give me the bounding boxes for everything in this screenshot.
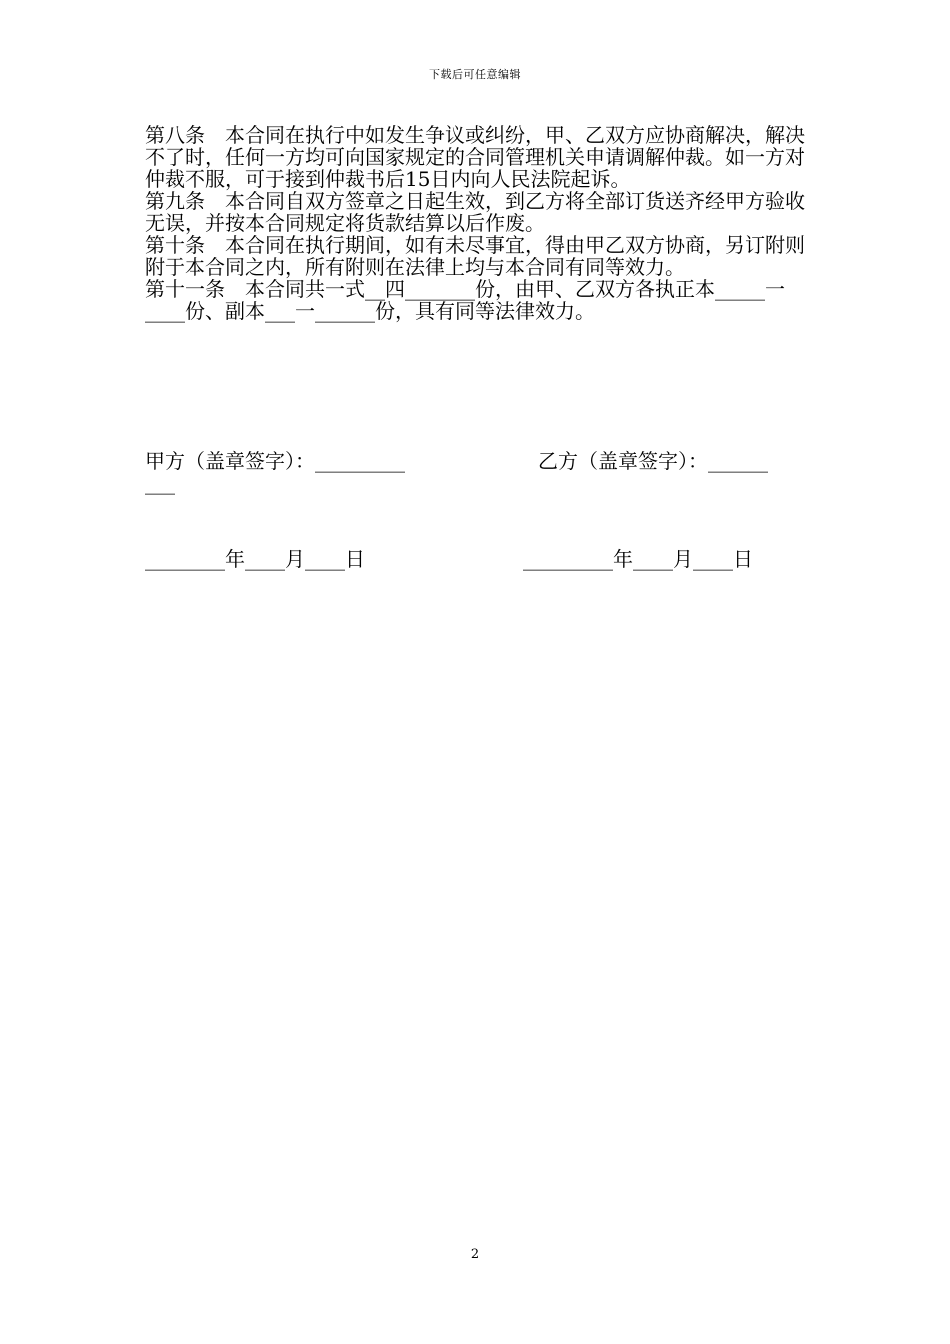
article-8: 第八条 本合同在执行中如发生争议或纠纷，甲、乙双方应协商解决，解决不了时，任何一方均可向国家规定的合同管理机关申请调解仲裁。如一方对仲裁不服，可于接到仲裁书后15日内向人民法院起诉。 xyxy=(145,123,805,191)
page-number: 2 xyxy=(470,1247,480,1262)
contract-body xyxy=(145,124,809,322)
article-10: 第十条 本合同在执行期间，如有未尽事宜，得由甲乙双方协商，另订附则附于本合同之内，所有附则在法律上均与本合同有同等效力。 xyxy=(145,233,805,279)
header-note: 下载后可任意编辑 xyxy=(429,68,521,81)
article-11: 第十一条 本合同共一式__四_______份，由甲、乙双方各执正本_____一____份、副本___一______份，具有同等法律效力。 xyxy=(145,277,785,323)
party-b-signature-overflow: ___ xyxy=(145,471,175,495)
party-b-date: _________年____月____日 xyxy=(523,547,753,571)
party-a-date: ________年____月____日 xyxy=(145,547,365,571)
party-a-signature: 甲方（盖章签字）：_________ xyxy=(145,449,405,473)
article-9: 第九条 本合同自双方签章之日起生效，到乙方将全部订货送齐经甲方验收无误，并按本合同规定将货款结算以后作废。 xyxy=(145,189,805,235)
party-b-signature: 乙方（盖章签字）：______ xyxy=(538,449,768,473)
signature-row xyxy=(145,450,809,510)
